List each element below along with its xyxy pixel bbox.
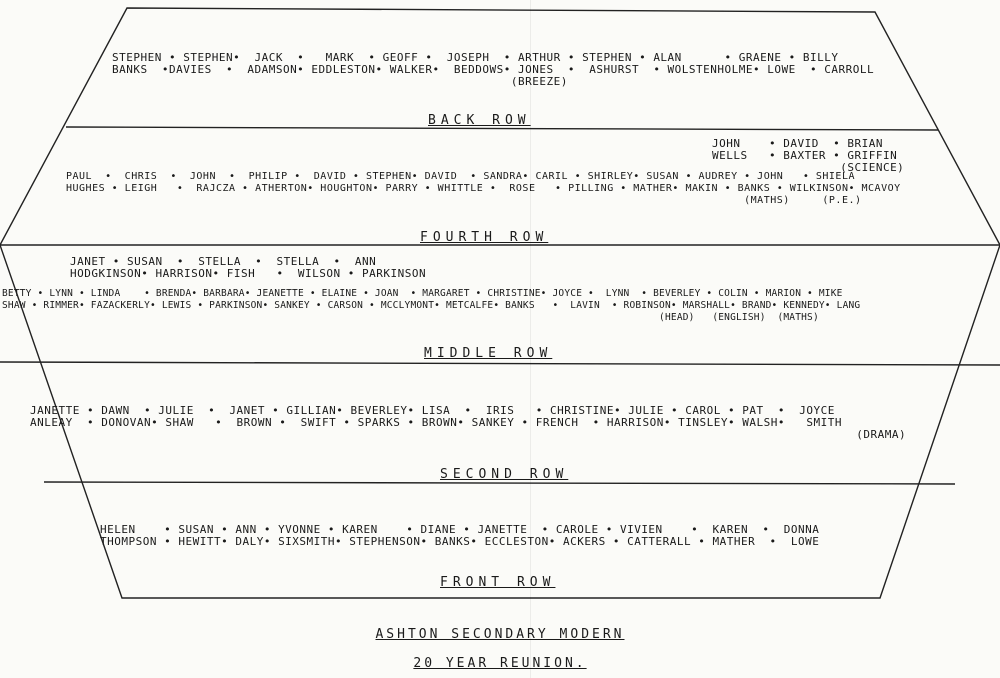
middle-row-names: BETTY • LYNN • LINDA • BRENDA• BARBARA• JEANETTE • ELAINE • JOAN • MARGARET • CHRISTINE• JOYCE • LYNN • BEVERLEY • COLIN • MARION • MIKE SHAW • RIMMER• FAZACKERLY• LEWIS • PARKINSON• SANKEY • CARSON • MCCLYMONT• METCALFE• BANKS • LAVIN • ROBINSON• MARSHALL• BRAND• KENNEDY• LANG (HEAD) (ENGLISH) (MATHS) xyxy=(2,288,861,323)
back-row-names: STEPHEN • STEPHEN• JACK • MARK • GEOFF • JOSEPH • ARTHUR • STEPHEN • ALAN • GRAENE • BILLY BANKS •DAVIES • ADAMSON• EDDLESTON• WALKER• BEDDOWS• JONES • ASHURST • WOLSTENHOLME• LOWE • CARROLL (BREEZE) xyxy=(112,51,875,88)
divider-second-row xyxy=(44,482,955,484)
fourth-row-label: FOURTH ROW xyxy=(420,230,549,245)
school-name: ASHTON SECONDARY MODERN xyxy=(375,627,625,642)
middle-row-upper-names: JANET • SUSAN • STELLA • STELLA • ANN HODGKINSON• HARRISON• FISH • WILSON • PARKINSON xyxy=(70,255,427,280)
fourth-row-names: PAUL • CHRIS • JOHN • PHILIP • DAVID • STEPHEN• DAVID • SANDRA• CARIL • SHIRLEY• SUSAN • AUDREY • JOHN • SHIELA HUGHES • LEIGH • RAJCZA • ATHERTON• HOUGHTON• PARRY • WHITTLE • ROSE • PILLING • MATHER• MAKIN • BANKS • WILKINSON• MCAVOY (MATHS) (P.E.) xyxy=(66,171,901,206)
event-title: 20 YEAR REUNION. xyxy=(413,656,587,671)
second-row-label: SECOND ROW xyxy=(440,467,569,482)
front-row-label: FRONT ROW xyxy=(440,575,556,590)
back-row-label: BACK ROW xyxy=(428,113,531,128)
front-row-names: HELEN • SUSAN • ANN • YVONNE • KAREN • DIANE • JANETTE • CAROLE • VIVIEN • KAREN • DONNA THOMPSON • HEWITT• DALY• SIXSMITH• STEPHENSON• BANKS• ECCLESTON• ACKERS • CATTERALL • MATHER • LOWE xyxy=(100,523,820,548)
fourth-row-teachers: JOHN • DAVID • BRIAN WELLS • BAXTER • GRIFFIN (SCIENCE) xyxy=(712,137,905,174)
middle-row-label: MIDDLE ROW xyxy=(424,346,553,361)
divider-middle-row xyxy=(0,362,1000,365)
second-row-names: JANETTE • DAWN • JULIE • JANET • GILLIAN• BEVERLEY• LISA • IRIS • CHRISTINE• JULIE • CAROL • PAT • JOYCE ANLEAY • DONOVAN• SHAW • BROWN • SWIFT • SPARKS • BROWN• SANKEY • FRENCH • HARRISON• TINSLEY• WALSH• SMITH (DRAMA) xyxy=(30,404,907,441)
